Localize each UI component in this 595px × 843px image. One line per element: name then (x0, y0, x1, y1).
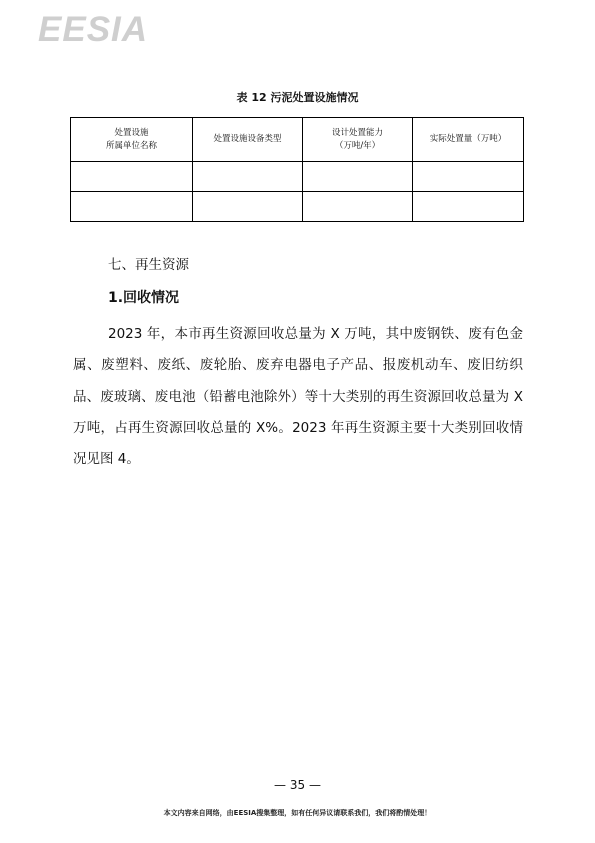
header-actual-disposal (413, 118, 524, 162)
table-cell (71, 192, 193, 222)
body-paragraph: 2023 年，本市再生资源回收总量为 X 万吨，其中废钢铁、废有色金属、废塑料、废纸、废轮胎、废弃电器电子产品、报废机动车、废旧纺织品、废玻璃、废电池（铅蓄电池除外）等十大类别的再生资源回收总量为 X 万吨，占再生资源回收总量的 X%。2023 年再生资源主要十大类别回收情况见图 4。 (73, 326, 523, 468)
footer-disclaimer: 本文内容来自网络，由EESIA搜集整理，如有任何异议请联系我们，我们将酌情处理！ (163, 809, 432, 817)
table-cell (413, 162, 524, 192)
table-cell (303, 192, 413, 222)
table-cell (193, 162, 303, 192)
header-equipment-type (193, 118, 303, 162)
table-row (71, 162, 524, 192)
table-cell (71, 162, 193, 192)
header-facility-unit (71, 118, 193, 162)
header-design-capacity (303, 118, 413, 162)
table-cell (303, 162, 413, 192)
sludge-disposal-table (70, 117, 524, 222)
eesia-logo: EESIA (38, 10, 149, 49)
table-header-row (71, 118, 524, 162)
page-number: — 35 — (274, 778, 321, 792)
header-line: 实际处置量（万吨） (429, 134, 507, 144)
header-line: 处置设施 (114, 127, 149, 138)
table-cell (413, 192, 524, 222)
header-line: 设计处置能力 (331, 127, 383, 138)
header-line: 所属单位名称 (105, 140, 157, 151)
table-cell (193, 192, 303, 222)
header-line: （万吨/年） (334, 140, 381, 151)
table-title: 表 12 污泥处置设施情况 (236, 91, 359, 104)
subsection-heading: 1.回收情况 (108, 290, 180, 306)
table-row (71, 192, 524, 222)
header-line: 处置设施设备类型 (213, 134, 282, 144)
section-heading: 七、再生资源 (108, 257, 189, 273)
